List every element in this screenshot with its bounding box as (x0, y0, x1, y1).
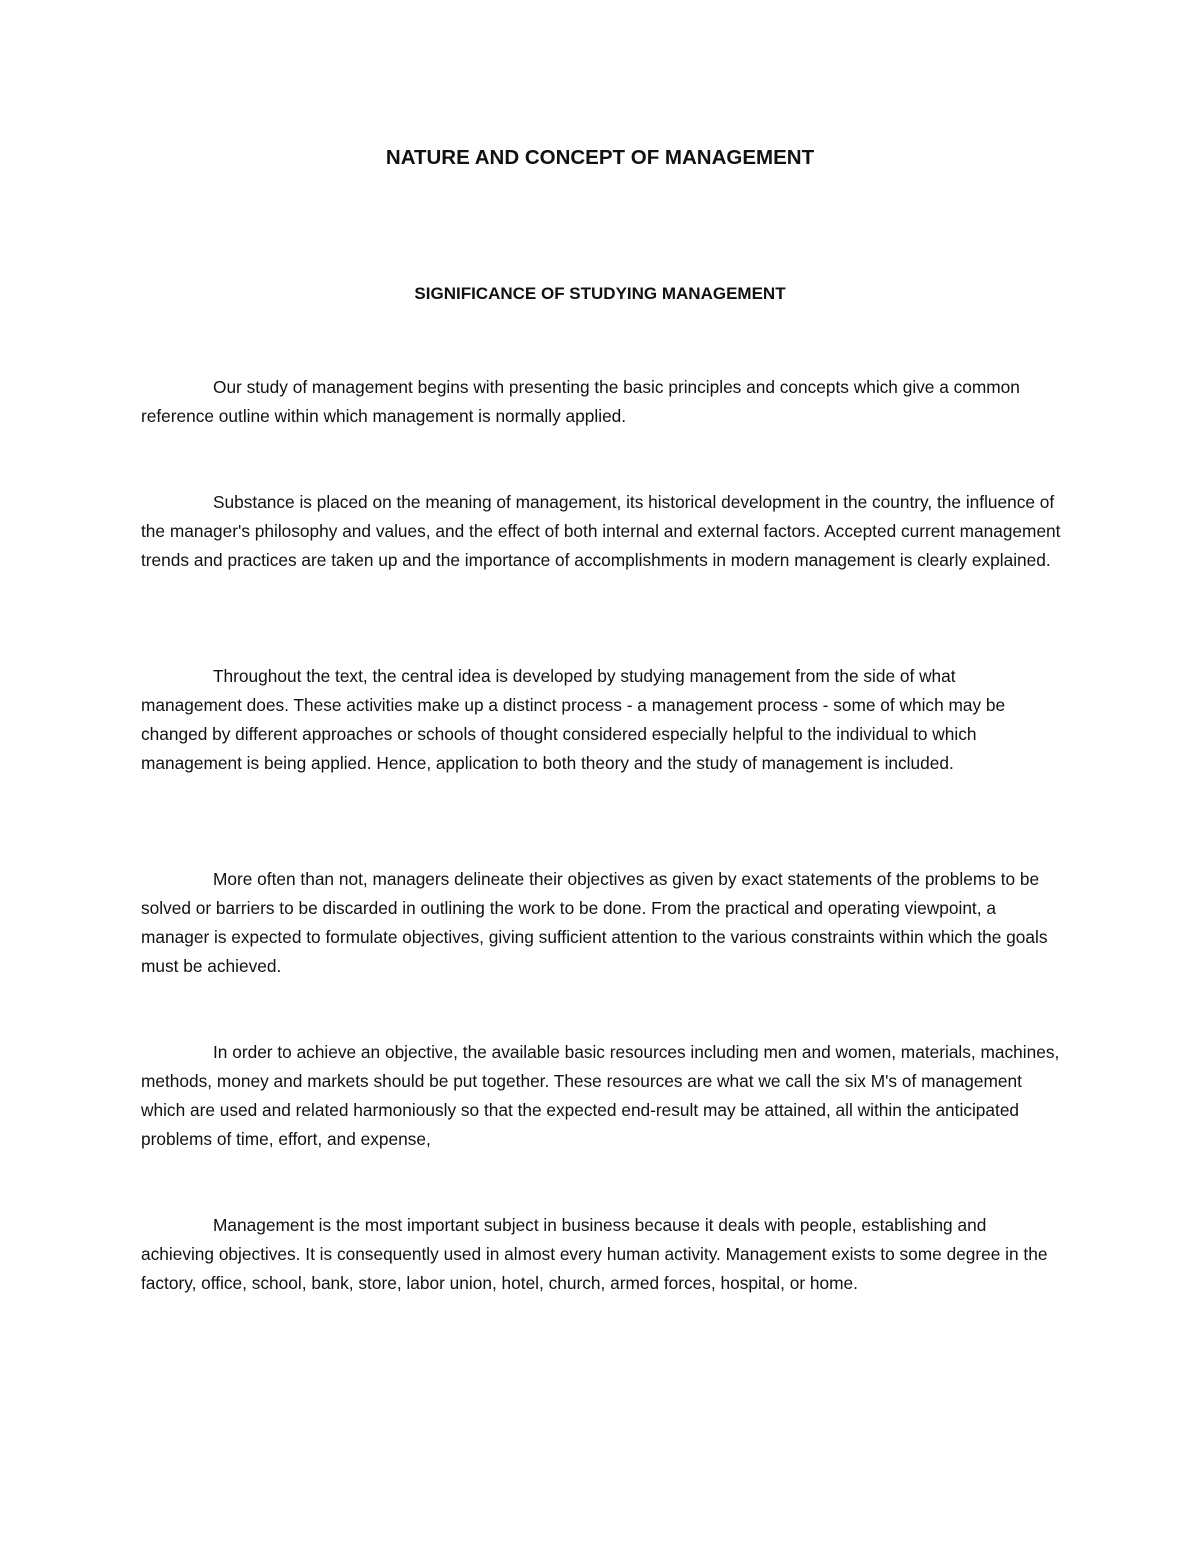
section-heading: SIGNIFICANCE OF STUDYING MANAGEMENT (414, 284, 786, 303)
document-title: NATURE AND CONCEPT OF MANAGEMENT (385, 146, 815, 169)
paragraph: Throughout the text, the central idea is developed by studying management from the side of what management does. These activities make up a distinct process - a management process - some of which may be changed by different approaches or schools of thought considered especially helpful to the individual to which management is being applied. Hence, application to both theory and the study of management is included. (141, 666, 1006, 773)
paragraph: Management is the most important subject in business because it deals with people, establishing and achieving objectives. It is consequently used in almost every human activity. Management exists to some degree in the factory, office, school, bank, store, labor union, hotel, church, armed forces, hospital, or home. (141, 1215, 1048, 1293)
paragraph: In order to achieve an objective, the available basic resources including men and women, materials, machines, methods, money and markets should be put together. These resources are what we call the six M's of management which are used and related harmoniously so that the expected end-result may be attained, all within the anticipated problems of time, effort, and expense, (141, 1042, 1060, 1149)
paragraph: More often than not, managers delineate their objectives as given by exact statements of the problems to be solved or barriers to be discarded in outlining the work to be done. From the practical and operating viewpoint, a manager is expected to formulate objectives, giving sufficient attention to the various constraints within which the goals must be achieved. (141, 869, 1048, 976)
paragraph: Our study of management begins with presenting the basic principles and concepts which give a common reference outline within which management is normally applied. (141, 377, 1020, 426)
paragraph: Substance is placed on the meaning of management, its historical development in the country, the influence of the manager's philosophy and values, and the effect of both internal and external factors. Accepted current management trends and practices are taken up and the importance of accomplishments in modern management is clearly explained. (141, 492, 1061, 570)
